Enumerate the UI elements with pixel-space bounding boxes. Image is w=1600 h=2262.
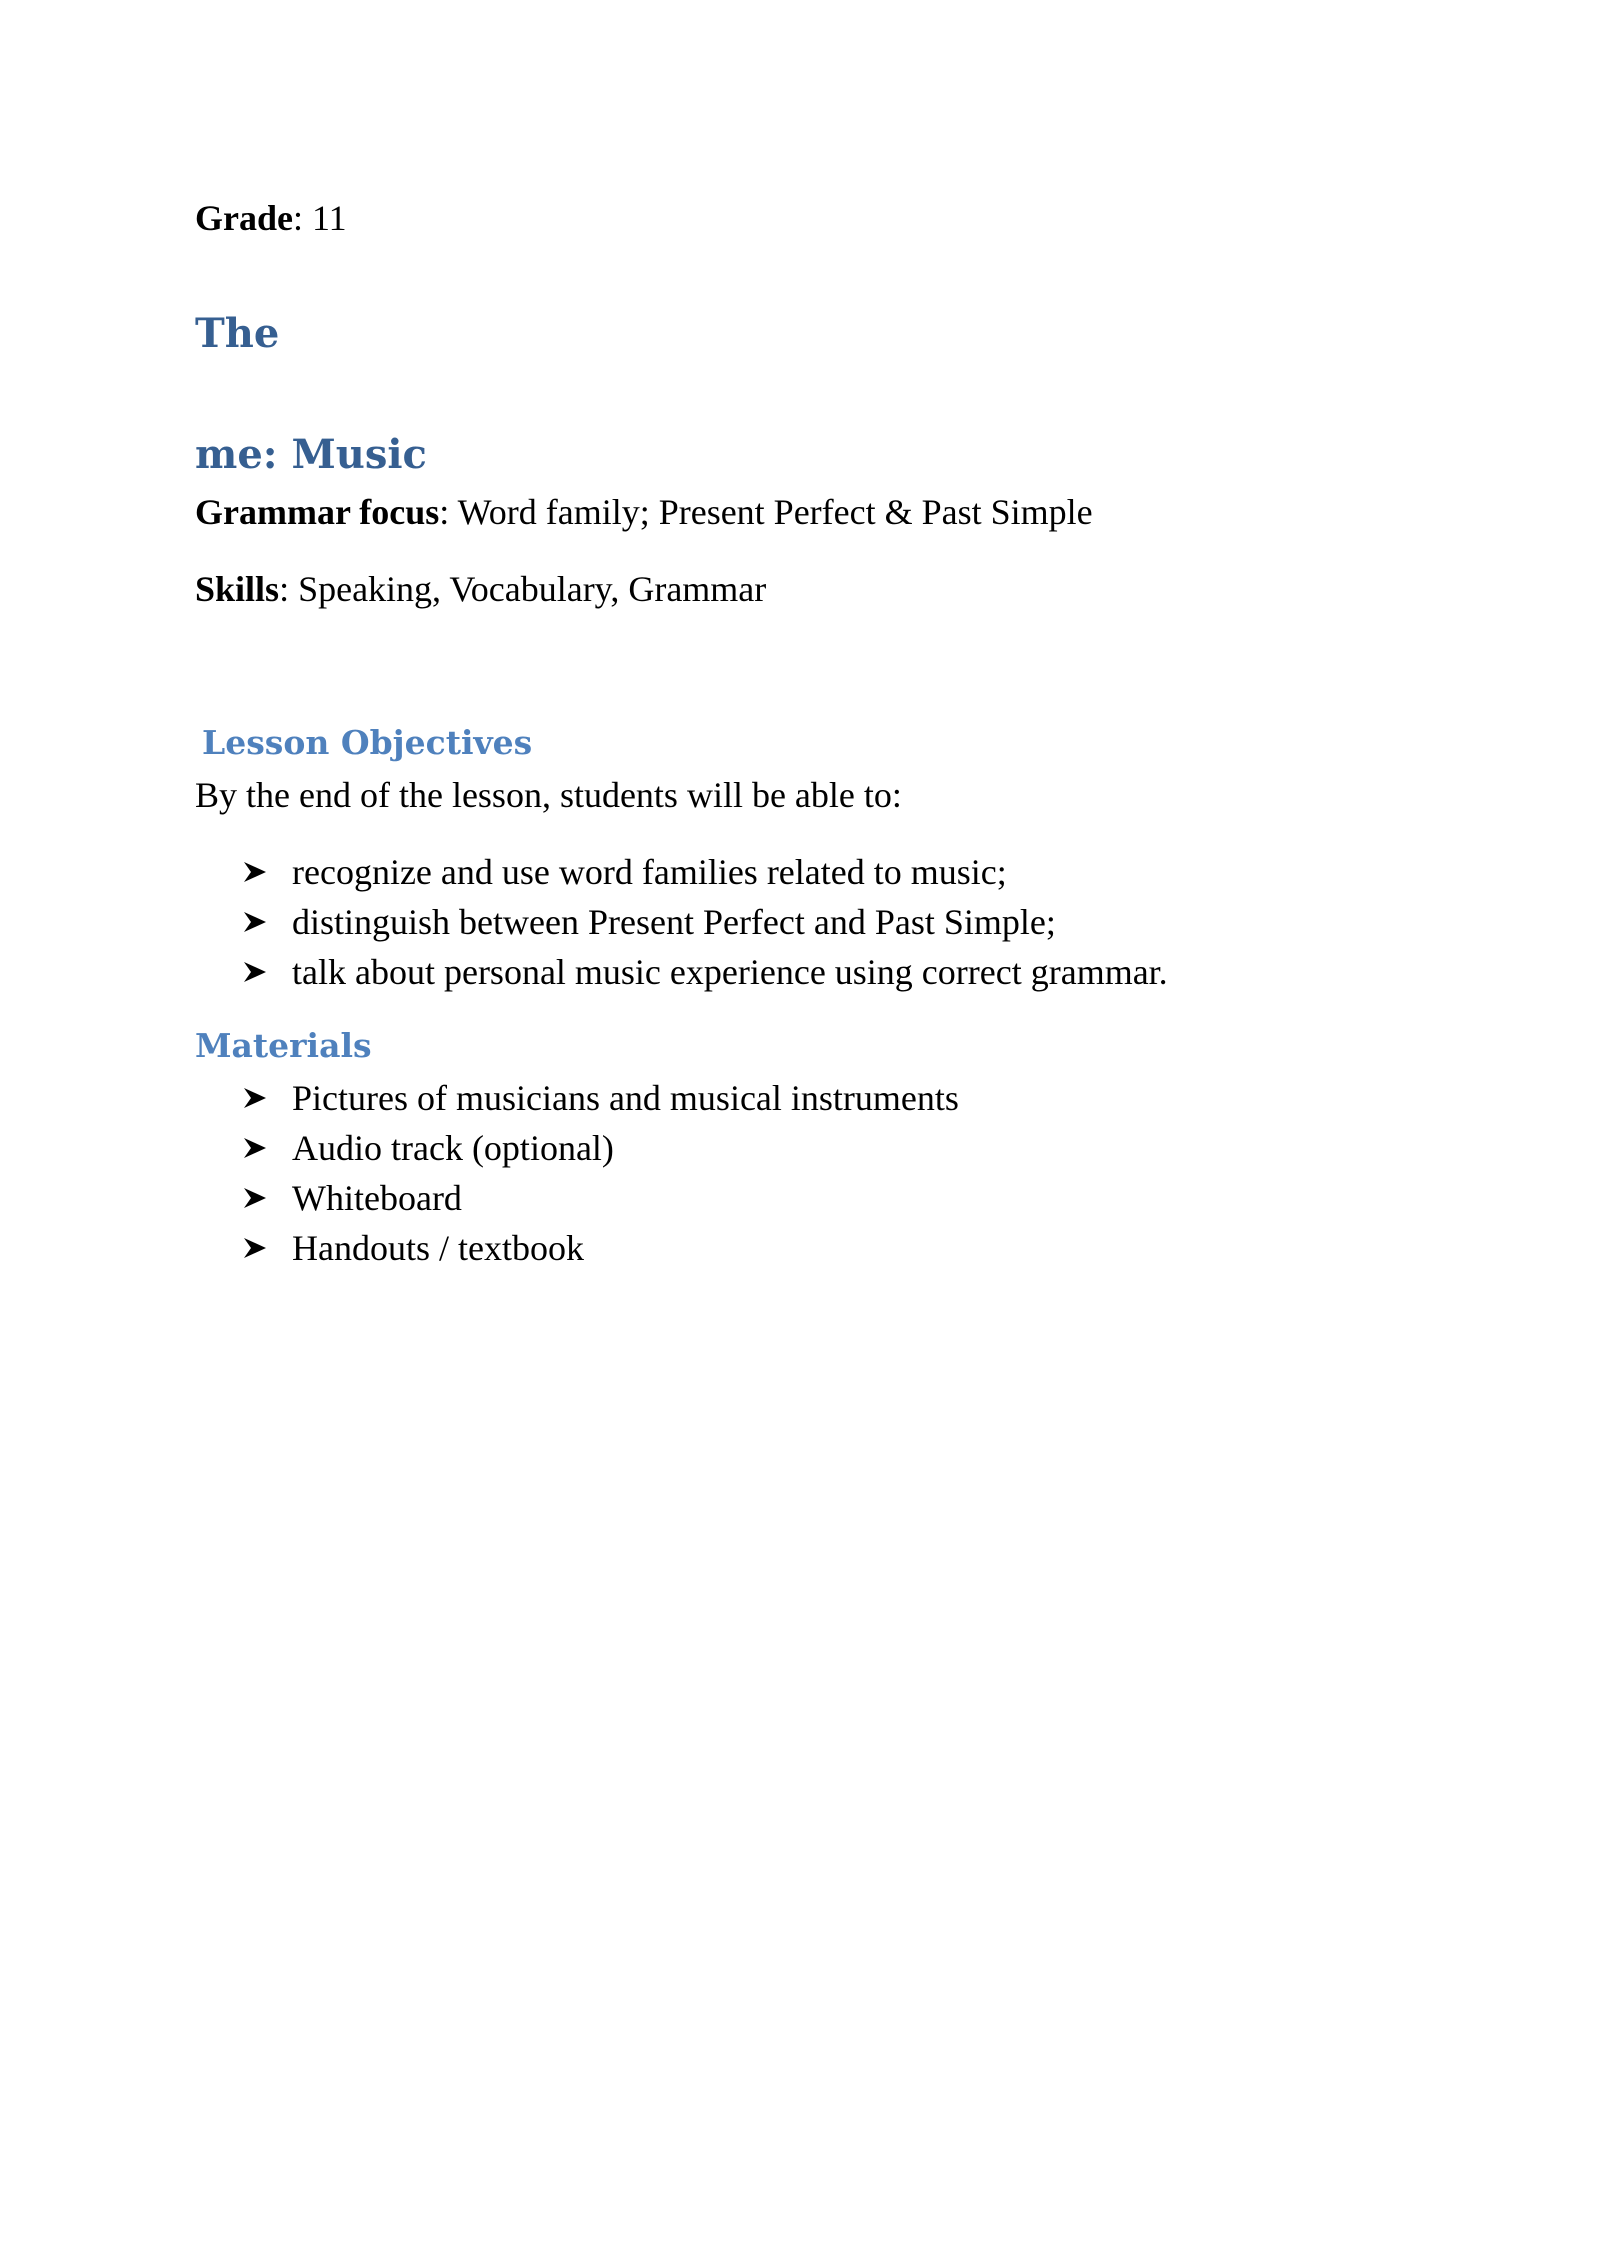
materials-list [242, 1073, 959, 1273]
grammar-focus-value: : Word family; Present Perfect & Past Simple [439, 492, 1093, 532]
list-item [242, 1173, 959, 1223]
grade-value: : 11 [292, 198, 347, 238]
arrowhead-bullet-icon [242, 1086, 292, 1110]
arrowhead-bullet-icon [242, 1236, 292, 1260]
objective-text: talk about personal music experience using correct grammar. [292, 952, 1168, 992]
theme-heading-line1: The [195, 310, 280, 357]
arrowhead-bullet-icon [242, 1136, 292, 1160]
objective-text: recognize and use word families related to music; [292, 852, 1007, 892]
arrowhead-bullet-icon [242, 860, 292, 884]
list-item [242, 947, 1168, 997]
arrowhead-bullet-icon [242, 1186, 292, 1210]
list-item [242, 897, 1168, 947]
material-text: Audio track (optional) [292, 1128, 614, 1168]
objective-text: distinguish between Present Perfect and Past Simple; [292, 902, 1056, 942]
list-item [242, 1123, 959, 1173]
skills-label: Skills [195, 569, 280, 609]
grammar-focus-label: Grammar focus [195, 492, 440, 532]
list-item [242, 1073, 959, 1123]
lesson-objectives-heading: Lesson Objectives [202, 723, 533, 762]
objectives-list [242, 847, 1168, 997]
grade-label: Grade [195, 198, 293, 238]
material-text: Whiteboard [292, 1178, 462, 1218]
material-text: Handouts / textbook [292, 1228, 584, 1268]
objectives-intro: By the end of the lesson, students will be able to: [195, 775, 902, 815]
list-item [242, 1223, 959, 1273]
arrowhead-bullet-icon [242, 960, 292, 984]
theme-heading-line2: me: Music [195, 431, 427, 478]
grammar-focus-line [195, 490, 1093, 534]
arrowhead-bullet-icon [242, 910, 292, 934]
grade-line [195, 196, 347, 240]
skills-value: : Speaking, Vocabulary, Grammar [279, 569, 767, 609]
materials-heading: Materials [195, 1026, 372, 1065]
material-text: Pictures of musicians and musical instruments [292, 1078, 959, 1118]
list-item [242, 847, 1168, 897]
skills-line [195, 567, 766, 611]
